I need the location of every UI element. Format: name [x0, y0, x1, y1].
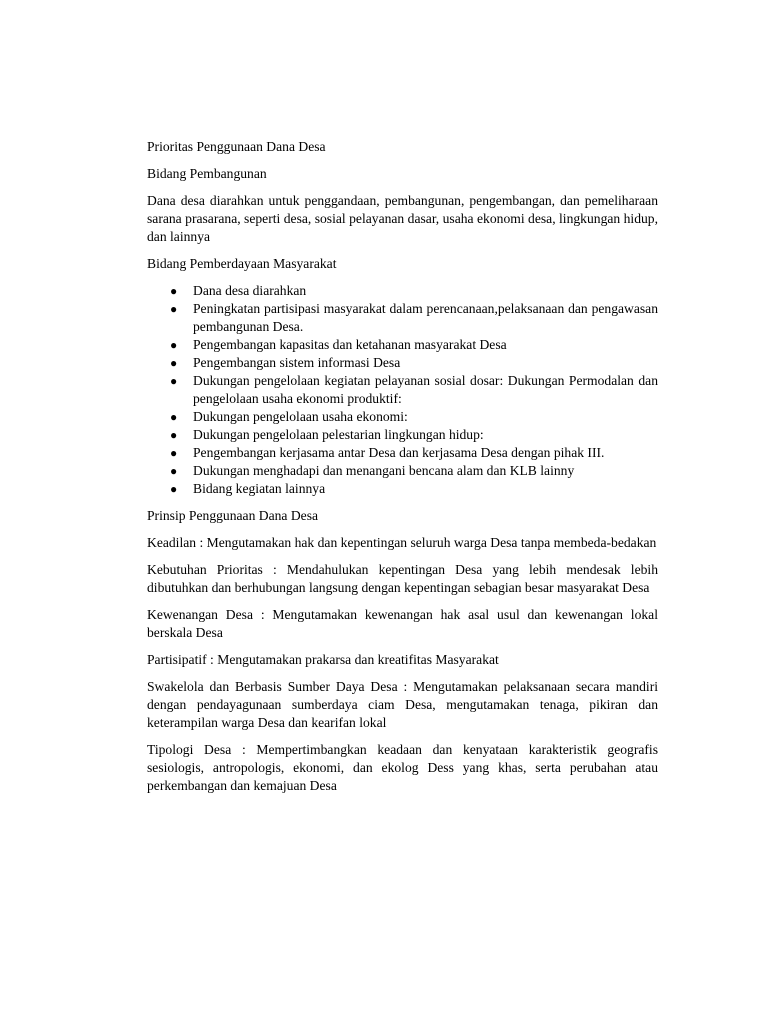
paragraph-tipologi-desa: Tipologi Desa : Mempertimbangkan keadaan dan kenyataan karakteristik geografis sesiologis, antropologis, ekonomi, dan ekolog Dess yang khas, serta perubahan atau perkembangan dan kemajuan Desa: [147, 742, 658, 793]
list-item: [170, 300, 658, 336]
document-title: Prioritas Penggunaan Dana Desa: [147, 139, 326, 154]
bullet-icon: ●: [170, 464, 178, 478]
bullet-icon: ●: [170, 428, 178, 442]
list-item: [170, 282, 658, 300]
list-item-text: Pengembangan kapasitas dan ketahanan masyarakat Desa: [193, 337, 507, 352]
bullet-icon: ●: [170, 338, 178, 352]
list-item: [170, 426, 658, 444]
bullet-icon: ●: [170, 374, 178, 388]
list-item: [170, 480, 658, 498]
list-item-text: Dukungan menghadapi dan menangani bencana alam dan KLB lainny: [193, 463, 575, 478]
list-item-text: Dukungan pengelolaan kegiatan pelayanan sosial dosar: Dukungan Permodalan dan pengelolaan usaha ekonomi produktif:: [193, 373, 658, 406]
list-item: [170, 444, 658, 462]
paragraph-bidang-pembangunan: Dana desa diarahkan untuk penggandaan, pembangunan, pengembangan, dan pemeliharaan sarana prasarana, seperti desa, sosial pelayanan dasar, usaha ekonomi desa, lingkungan hidup, dan lainnya: [147, 193, 658, 244]
bullet-icon: ●: [170, 446, 178, 460]
paragraph-keadilan: Keadilan : Mengutamakan hak dan kepentingan seluruh warga Desa tanpa membeda-bedakan: [147, 535, 657, 550]
heading-bidang-pemberdayaan: Bidang Pemberdayaan Masyarakat: [147, 256, 337, 271]
bullet-icon: ●: [170, 284, 178, 298]
list-item-text: Bidang kegiatan lainnya: [193, 481, 326, 496]
bullet-icon: ●: [170, 302, 178, 316]
heading-prinsip-penggunaan: Prinsip Penggunaan Dana Desa: [147, 508, 319, 523]
document-page: [147, 138, 658, 804]
list-item-text: Dukungan pengelolaan usaha ekonomi:: [193, 409, 408, 424]
bullet-icon: ●: [170, 482, 178, 496]
list-item-text: Dana desa diarahkan: [193, 283, 307, 298]
paragraph-kebutuhan-prioritas: Kebutuhan Prioritas : Mendahulukan kepentingan Desa yang lebih mendesak lebih dibutuhkan dan berhubungan langsung dengan kepentingan sebagian besar masyarakat Desa: [147, 562, 658, 595]
list-item-text: Pengembangan kerjasama antar Desa dan kerjasama Desa dengan pihak III.: [193, 445, 605, 460]
paragraph-swakelola: Swakelola dan Berbasis Sumber Daya Desa : Mengutamakan pelaksanaan secara mandiri dengan pendayagunaan sumberdaya ciam Desa, mengutamakan tenaga, pikiran dan keterampilan warga Desa dan kearifan lokal: [147, 679, 658, 730]
list-item-text: Peningkatan partisipasi masyarakat dalam perencanaan,pelaksanaan dan pengawasan pembangunan Desa.: [193, 301, 658, 334]
list-item: [170, 408, 658, 426]
heading-bidang-pembangunan: Bidang Pembangunan: [147, 166, 267, 181]
bullet-icon: ●: [170, 410, 178, 424]
paragraph-partisipatif: Partisipatif : Mengutamakan prakarsa dan kreatifitas Masyarakat: [147, 652, 499, 667]
bullet-icon: ●: [170, 356, 178, 370]
list-item: [170, 336, 658, 354]
paragraph-kewenangan-desa: Kewenangan Desa : Mengutamakan kewenangan hak asal usul dan kewenangan lokal berskala Desa: [147, 607, 658, 640]
list-item: [170, 372, 658, 408]
list-item: [170, 354, 658, 372]
list-item-text: Pengembangan sistem informasi Desa: [193, 355, 401, 370]
list-item-text: Dukungan pengelolaan pelestarian lingkungan hidup:: [193, 427, 484, 442]
list-item: [170, 462, 658, 480]
bullet-list-pemberdayaan: [147, 282, 658, 498]
